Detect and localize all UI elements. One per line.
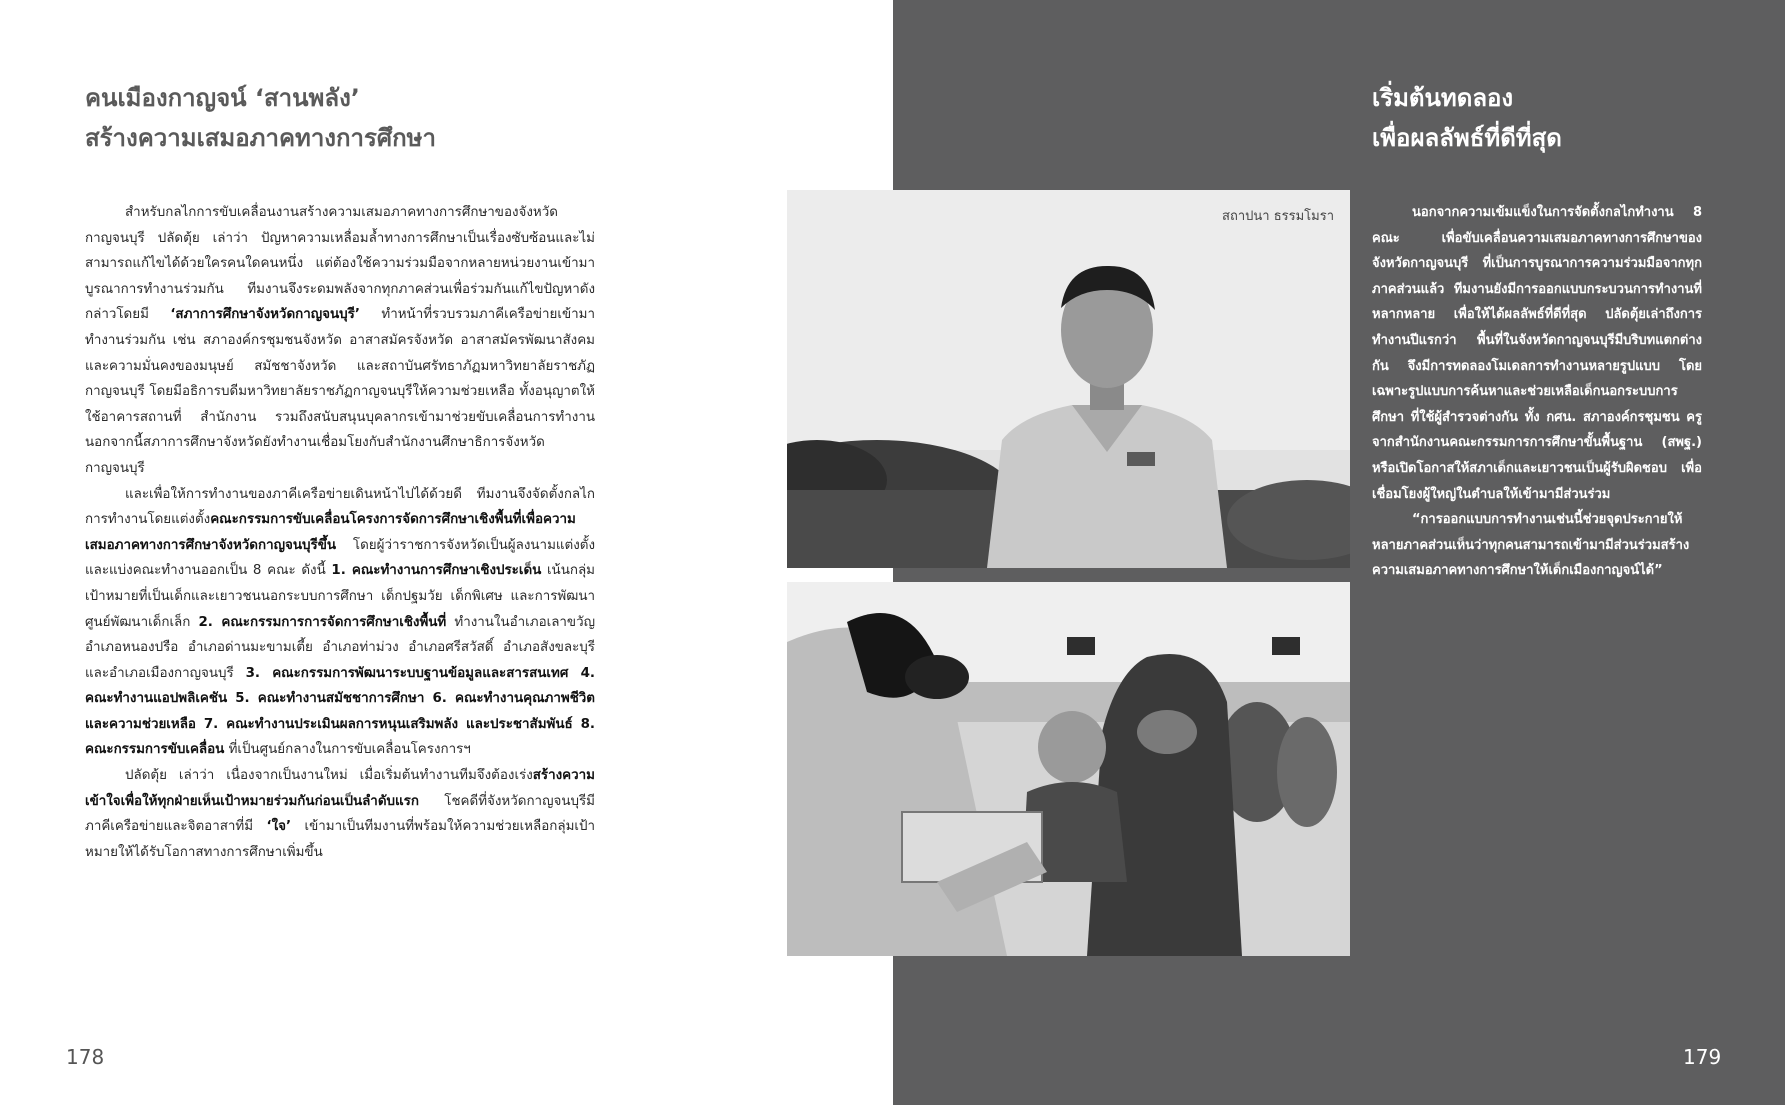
children-activity-photo-image: [787, 582, 1350, 956]
right-quote: “การออกแบบการทำงานเช่นนี้ช่วยจุดประกายให้หลายภาคส่วนเห็นว่าทุกคนสามารถเข้ามามีส่วนร่วมสร้างความเสมอภาคทางการศึกษาให้เด็กเมืองกาญจน์ได้”: [1372, 512, 1690, 579]
photo-caption: สถาปนา ธรรมโมรา: [1222, 209, 1334, 224]
right-heading: [1372, 78, 1752, 158]
page-number-right: 179: [1683, 1045, 1722, 1069]
left-heading-line-2: สร้างความเสมอภาคทางการศึกษา: [85, 124, 436, 152]
right-paragraph-1: นอกจากความเข้มแข็งในการจัดตั้งกลไกทำงาน 8 คณะ เพื่อขับเคลื่อนความเสมอภาคทางการศึกษาของจังหวัดกาญจนบุรี ที่เป็นการบูรณาการความร่วมมือจากทุกภาคส่วนแล้ว ทีมงานยังมีการออกแบบกระบวนการทำงานที่หลากหลาย เพื่อให้ได้ผลลัพธ์ที่ดีที่สุด ปลัดตุ้ยเล่าถึงการทำงานปีแรกว่า พื้นที่ในจังหวัดกาญจนบุรีมีบริบทแตกต่างกัน จึงมีการทดลองโมเดลการทำงานหลายรูปแบบ โดยเฉพาะรูปแบบการค้นหาและช่วยเหลือเด็กนอกระบบการศึกษา ที่ใช้ผู้สำรวจต่างกัน ทั้ง กศน. สภาองค์กรชุมชน ครูจากสำนักงานคณะกรรมการการศึกษาขั้นพื้นฐาน (สพฐ.) หรือเปิดโอกาสให้สภาเด็กและเยาวชนเป็นผู้รับผิดชอบ เพื่อเชื่อมโยงผู้ใหญ่ในตำบลให้เข้ามามีส่วนร่วม: [1372, 205, 1702, 502]
page-number-left: 178: [66, 1045, 105, 1069]
children-activity-photo: [787, 582, 1350, 956]
portrait-photo: [787, 190, 1350, 568]
left-heading: [85, 78, 725, 158]
right-body-text: [1372, 200, 1702, 584]
right-heading-line-2: เพื่อผลลัพธ์ที่ดีที่สุด: [1372, 124, 1562, 152]
left-paragraph-2: และเพื่อให้การทำงานของภาคีเครือข่ายเดินหน้าไปได้ด้วยดี ทีมงานจึงจัดตั้งกลไกการทำงานโดยแต่งตั้งคณะกรรมการขับเคลื่อนโครงการจัดการศึกษาเชิงพื้นที่เพื่อความเสมอภาคทางการศึกษาจังหวัดกาญจนบุรีขึ้น โดยผู้ว่าราชการจังหวัดเป็นผู้ลงนามแต่งตั้ง และแบ่งคณะทำงานออกเป็น 8 คณะ ดังนี้ 1. คณะทำงานการศึกษาเชิงประเด็น เน้นกลุ่มเป้าหมายที่เป็นเด็กและเยาวชนนอกระบบการศึกษา เด็กปฐมวัย เด็กพิเศษ และการพัฒนาศูนย์พัฒนาเด็กเล็ก 2. คณะกรรมการการจัดการศึกษาเชิงพื้นที่ ทำงานในอำเภอเลาขวัญ อำเภอหนองปรือ อำเภอด่านมะขามเตี้ย อำเภอท่าม่วง อำเภอศรีสวัสดิ์ อำเภอสังขละบุรี และอำเภอเมืองกาญจนบุรี 3. คณะกรรมการพัฒนาระบบฐานข้อมูลและสารสนเทศ 4. คณะทำงานแอปพลิเคชัน 5. คณะทำงานสมัชชาการศึกษา 6. คณะทำงานคุณภาพชีวิตและความช่วยเหลือ 7. คณะทำงานประเมินผลการหนุนเสริมพลัง และประชาสัมพันธ์ 8. คณะกรรมการขับเคลื่อน ที่เป็นศูนย์กลางในการขับเคลื่อนโครงการฯ: [85, 486, 596, 758]
left-paragraph-3: ปลัดตุ้ย เล่าว่า เนื่องจากเป็นงานใหม่ เมื่อเริ่มต้นทำงานทีมจึงต้องเร่งสร้างความเข้าใจเพื่อให้ทุกฝ่ายเห็นเป้าหมายร่วมกันก่อนเป็นลำดับแรก โชคดีที่จังหวัดกาญจนบุรีมีภาคีเครือข่ายและจิตอาสาที่มี ‘ใจ’ เข้ามาเป็นทีมงานที่พร้อมให้ความช่วยเหลือกลุ่มเป้าหมายให้ได้รับโอกาสทางการศึกษาเพิ่มขึ้น: [85, 768, 595, 860]
right-heading-line-1: เริ่มต้นทดลอง: [1372, 84, 1514, 112]
left-heading-line-1: คนเมืองกาญจน์ ‘สานพลัง’: [85, 84, 360, 112]
left-body-text: [85, 200, 595, 865]
left-paragraph-1: สำหรับกลไกการขับเคลื่อนงานสร้างความเสมอภาคทางการศึกษาของจังหวัดกาญจนบุรี ปลัดตุ้ย เล่าว่า ปัญหาความเหลื่อมล้ำทางการศึกษาเป็นเรื่องซับซ้อนและไม่สามารถแก้ไขได้ด้วยใครคนใดคนหนึ่ง แต่ต้องใช้ความร่วมมือจากหลายหน่วยงานเข้ามาบูรณาการทำงานร่วมกัน ทีมงานจึงระดมพลังจากทุกภาคส่วนเพื่อร่วมกันแก้ไขปัญหาดังกล่าวโดยมี ‘สภาการศึกษาจังหวัดกาญจนบุรี’ ทำหน้าที่รวบรวมภาคีเครือข่ายเข้ามาทำงานร่วมกัน เช่น สภาองค์กรชุมชนจังหวัด อาสาสมัครจังหวัด อาสาสมัครพัฒนาสังคมและความมั่นคงของมนุษย์ สมัชชาจังหวัด และสถาบันศรัทธาภัฏมหาวิทยาลัยราชภัฏกาญจนบุรี โดยมีอธิการบดีมหาวิทยาลัยราชภัฏกาญจนบุรีให้ความช่วยเหลือ ทั้งอนุญาตให้ใช้อาคารสถานที่ สำนักงาน รวมถึงสนับสนุนบุคลากรเข้ามาช่วยขับเคลื่อนการทำงาน นอกจากนี้สภาการศึกษาจังหวัดยังทำงานเชื่อมโยงกับสำนักงานศึกษาธิการจังหวัดกาญจนบุรี: [85, 205, 595, 476]
portrait-photo-image: [787, 190, 1350, 568]
